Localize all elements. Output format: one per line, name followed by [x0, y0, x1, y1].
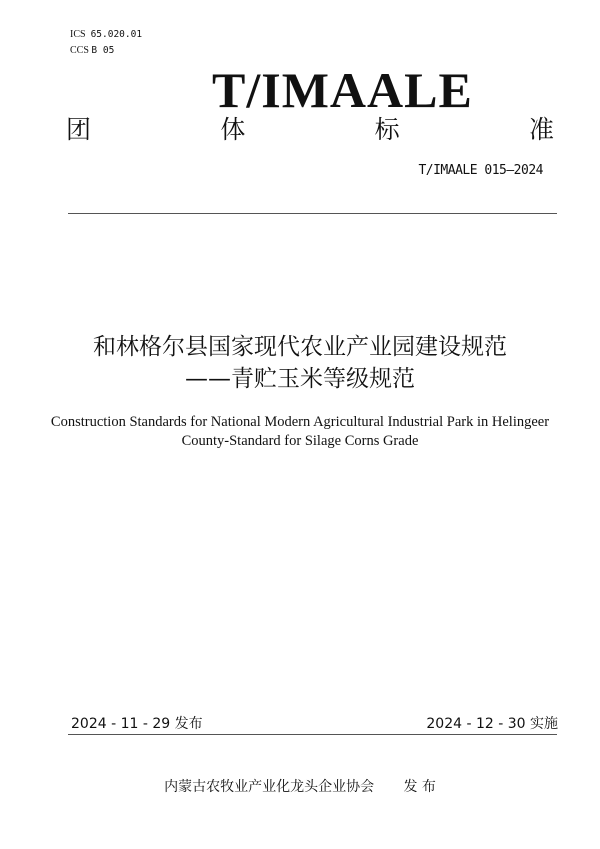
publisher-action: 发 布 — [403, 779, 436, 795]
issue-date: 2024 - 11 - 29 发布 — [71, 716, 203, 732]
organization-logo: T/IMAALE — [212, 62, 473, 118]
publisher — [0, 776, 600, 796]
footer-divider — [68, 734, 557, 735]
publisher-name: 内蒙古农牧业产业化龙头企业协会 — [164, 779, 375, 795]
standard-type-char: 团 — [66, 115, 92, 144]
ccs-value: B 05 — [91, 45, 115, 56]
standard-type — [66, 114, 554, 146]
implement-date: 2024 - 12 - 30 实施 — [426, 716, 558, 732]
header-divider — [68, 213, 557, 214]
standard-type-char: 体 — [220, 115, 246, 144]
ics-value: 65.020.01 — [90, 29, 143, 40]
title-en-line1: Construction Standards for National Modern Agricultural Industrial Park in Helingeer — [50, 414, 550, 430]
standard-type-char: 标 — [374, 115, 400, 144]
title-zh-line1: 和林格尔县国家现代农业产业园建设规范 — [93, 334, 507, 360]
standard-code: T/IMAALE 015—2024 — [418, 163, 543, 178]
ccs-label: CCS — [70, 45, 89, 56]
ccs-code — [70, 45, 114, 56]
standard-type-char: 准 — [528, 115, 554, 144]
ics-label: ICS — [70, 29, 86, 40]
ics-code — [70, 29, 142, 40]
title-en-line2: County-Standard for Silage Corns Grade — [181, 433, 419, 449]
title-zh-line2: ——青贮玉米等级规范 — [185, 366, 415, 392]
